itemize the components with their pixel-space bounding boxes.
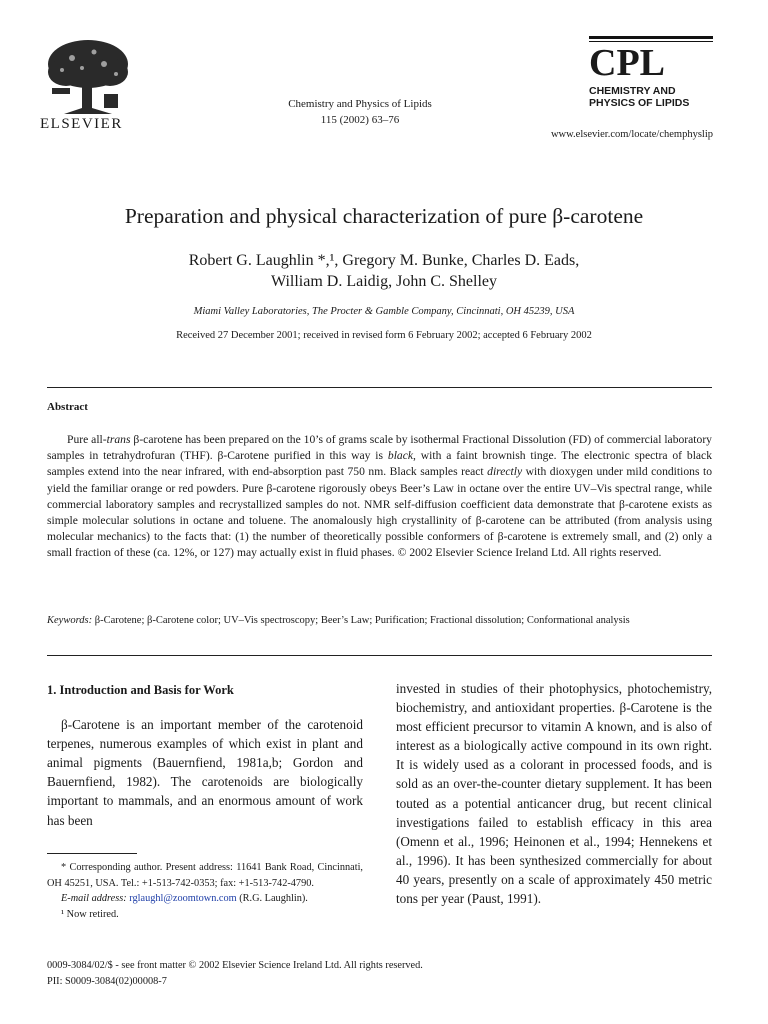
article-title: Preparation and physical characterization of pure β-carotene bbox=[124, 204, 644, 228]
journal-logo bbox=[589, 36, 713, 109]
right-column bbox=[396, 679, 712, 908]
journal-url[interactable]: www.elsevier.com/locate/chemphyslip bbox=[550, 129, 713, 140]
volume-info: 115 (2002) 63–76 bbox=[320, 114, 400, 126]
footnote-divider bbox=[47, 853, 137, 854]
affiliation: Miami Valley Laboratories, The Procter & Gamble Company, Cincinnati, OH 45239, USA bbox=[193, 306, 575, 317]
journal-name-line2: PHYSICS OF LIPIDS bbox=[589, 97, 690, 109]
abstract-text-segment: β-carotene has been prepared on the 10’s of grams scale by isothermal Fractional Dissolution (FD) of commercial laboratory samples in tetrahydrofuran (THF). β-Carotene purified in this way is bbox=[47, 433, 712, 463]
journal-abbrev: CPL bbox=[589, 42, 665, 84]
email-label: E-mail address: bbox=[61, 893, 127, 904]
abstract-paragraph bbox=[47, 432, 712, 562]
logo-rule bbox=[589, 36, 713, 39]
abstract-emphasis-trans: trans bbox=[106, 433, 131, 446]
elsevier-tree-icon bbox=[42, 38, 134, 116]
authors-line-2: William D. Laidig, John C. Shelley bbox=[271, 273, 497, 290]
email-suffix: (R.G. Laughlin). bbox=[236, 893, 308, 904]
keywords bbox=[47, 614, 712, 628]
abstract-text-segment: with dioxygen under mild conditions to yield the familiar orange or red powders. Pure β-carotene rigorously obeys Beer’s Law in octane over the entire UV–Vis spectral range, while commercial laboratory samples and recrystallized samples do not. NMR self-diffusion coefficient data demonstrate that β-carotene exists as simple molecular solutions in octane and toluene. The anomalously high crystallinity of β-carotene can be attributed (from analysis using molecular mechanics) to the facts that: (1) the number of theoretically possible conformers of β-carotene is extremely small, and (2) only a small fraction of these (ca. 12%, or 127) may actually exist in fluid phases. © 2002 Elsevier Science Ireland Ltd. All rights reserved. bbox=[47, 465, 712, 560]
elsevier-logo bbox=[40, 38, 136, 133]
footnotes bbox=[47, 860, 363, 922]
abstract-body bbox=[47, 432, 712, 562]
retired-note: ¹ Now retired. bbox=[61, 908, 119, 920]
issn-line: 0009-3084/02/$ - see front matter © 2002 Elsevier Science Ireland Ltd. All rights reserved. bbox=[47, 960, 423, 971]
left-column bbox=[47, 681, 363, 830]
email-link[interactable]: rglaughl@zoomtown.com bbox=[129, 893, 237, 904]
body-paragraph: invested in studies of their photophysics, photochemistry, biochemistry, and antioxidant properties. β-Carotene is the most efficient precursor to vitamin A known, and is also of interest as a biologically active compound in its own right. It is widely used as a colorant in processed foods, and is sold as an over-the-counter dietary supplement. It has been touted as a potential anticancer drug, but recent clinical investigations failed to establish efficacy in this area (Omenn et al., 1996; Heinonen et al., 1994; Hennekens et al., 1996). It has been synthesized commercially for about 40 years, presently on a scale of approximately 450 metric tons per year (Paust, 1991). bbox=[396, 681, 712, 907]
body-paragraph: β-Carotene is an important member of the carotenoid terpenes, numerous examples of which exist in plant and animal pigments (Bauernfiend, 1981a,b; Gordon and Bauernfiend, 1982). The carotenoids are biologically important to mammals, and an enormous amount of work has been bbox=[47, 717, 363, 828]
keywords-list: β-Carotene; β-Carotene color; UV–Vis spectroscopy; Beer’s Law; Purification; Fractional dissolution; Conformational analysis bbox=[92, 615, 630, 626]
abstract-text-segment: Pure all- bbox=[67, 433, 107, 446]
email-note bbox=[47, 891, 363, 907]
abstract-emphasis-directly: directly bbox=[487, 465, 523, 479]
divider bbox=[47, 655, 712, 656]
journal-name: Chemistry and Physics of Lipids bbox=[288, 98, 432, 110]
front-matter bbox=[47, 958, 423, 990]
journal-citation bbox=[250, 96, 470, 128]
publisher-name: ELSEVIER bbox=[40, 116, 123, 132]
abstract-text-segment: , with a faint brownish tinge. The electronic spectra of black samples extend into the near infrared, with end-absorption past 750 nm. Black samples react bbox=[47, 449, 713, 479]
received-dates: Received 27 December 2001; received in revised form 6 February 2002; accepted 6 February 2002 bbox=[176, 330, 592, 341]
corresponding-author-note: * Corresponding author. Present address: 11641 Bank Road, Cincinnati, OH 45251, USA. Tel.: +1-513-742-0353; fax: +1-513-742-4790. bbox=[47, 862, 363, 889]
abstract-emphasis-black: black bbox=[387, 449, 413, 463]
pii-line: PII: S0009-3084(02)00008-7 bbox=[47, 976, 167, 987]
authors-line-1: Robert G. Laughlin *,¹, Gregory M. Bunke, Charles D. Eads, bbox=[188, 252, 580, 269]
divider bbox=[47, 387, 712, 388]
journal-full-name bbox=[589, 85, 713, 109]
author-list bbox=[0, 250, 768, 292]
abstract-heading: Abstract bbox=[47, 401, 88, 413]
journal-name-line1: CHEMISTRY AND bbox=[589, 85, 676, 97]
keywords-label: Keywords: bbox=[47, 615, 93, 626]
section-heading: 1. Introduction and Basis for Work bbox=[47, 683, 234, 697]
